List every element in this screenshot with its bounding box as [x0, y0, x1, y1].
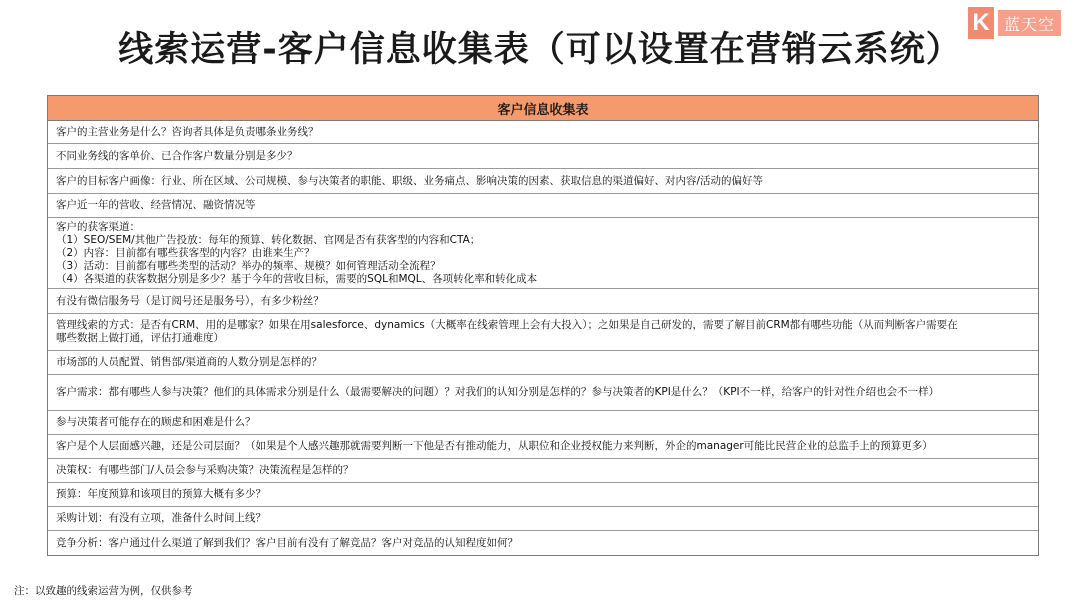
row-text: （1）SEO/SEM/其他广告投放：每年的预算、转化数据、官网是否有获客型的内容和CTA； — [56, 233, 481, 246]
footnote: 注：以致趣的线索运营为例，仅供参考 — [14, 585, 193, 597]
table-header: 客户信息收集表 — [48, 96, 1038, 121]
logo-text: 蓝天空 — [998, 10, 1061, 36]
row-text: 竞争分析：客户通过什么渠道了解到我们？客户目前有没有了解竞品？客户对竞品的认知程度如何？ — [56, 536, 518, 549]
table-row — [48, 218, 1038, 289]
row-text: 预算：年度预算和该项目的预算大概有多少？ — [56, 488, 266, 500]
table-row — [48, 169, 1038, 194]
row-text: 哪些数据上做打通，评估打通难度） — [56, 332, 224, 344]
table-row — [48, 314, 1038, 351]
row-text: 不同业务线的客单价、已合作客户数量分别是多少？ — [56, 149, 298, 162]
row-text: 客户的主营业务是什么？咨询者具体是负责哪条业务线？ — [56, 125, 319, 138]
table-row — [48, 351, 1038, 375]
row-text: 客户是个人层面感兴趣，还是公司层面？（如果是个人感兴趣那就需要判断一下他是否有推动能力，从职位和企业授权能力来判断，外企的manager可能比民营企业的总监手上的预算更多） — [56, 440, 933, 452]
row-text: 市场部的人员配置、销售部/渠道商的人数分别是怎样的？ — [56, 356, 323, 368]
table-row — [48, 435, 1038, 459]
row-text: 采购计划：有没有立项，准备什么时间上线？ — [56, 512, 266, 524]
table-row — [48, 289, 1038, 314]
row-text: 客户近一年的营收、经营情况、融资情况等 — [56, 199, 256, 211]
table-row — [48, 459, 1038, 483]
row-text: （2）内容：目前都有哪些获客型的内容？由谁来生产？ — [56, 246, 315, 259]
table-body — [48, 121, 1038, 555]
row-text: 决策权：有哪些部门/人员会参与采购决策？决策流程是怎样的？ — [56, 464, 354, 476]
page-title: 线索运营-客户信息收集表（可以设置在营销云系统） — [118, 30, 962, 70]
row-text: 有没有微信服务号（是订阅号还是服务号），有多少粉丝？ — [56, 294, 324, 307]
logo-k-icon: K — [968, 7, 994, 39]
row-text: 客户需求：都有哪些人参与决策？他们的具体需求分别是什么（最需要解决的问题）？对我们的认知分别是怎样的？参与决策者的KPI是什么？（KPI不一样，给客户的针对性介绍也会不一样） — [56, 386, 940, 398]
row-text: 客户的获客渠道： — [56, 220, 140, 233]
table-row — [48, 144, 1038, 169]
row-text: 客户的目标客户画像：行业、所在区域、公司规模、参与决策者的职能、职级、业务痛点、影响决策的因素、获取信息的渠道偏好、对内容/活动的偏好等 — [56, 174, 764, 187]
table-row — [48, 507, 1038, 531]
customer-info-table — [47, 95, 1039, 556]
row-text: 参与决策者可能存在的顾虑和困难是什么？ — [56, 416, 256, 428]
brand-logo — [968, 6, 1074, 40]
table-row — [48, 411, 1038, 435]
table-row — [48, 483, 1038, 507]
table-row — [48, 531, 1038, 555]
table-row — [48, 375, 1038, 411]
row-text: （3）活动：目前都有哪些类型的活动？举办的频率、规模？如何管理活动全流程？ — [56, 259, 441, 272]
row-text: 管理线索的方式：是否有CRM、用的是哪家？如果在用salesforce、dynamics（大概率在线索管理上会有大投入）；之如果是自己研发的，需要了解目前CRM都有哪些功能（从而判断客户需要在 — [56, 319, 958, 331]
row-text: （4）各渠道的获客数据分别是多少？基于今年的营收目标，需要的SQL和MQL、各项转化率和转化成本 — [56, 272, 538, 285]
table-row — [48, 121, 1038, 144]
table-row — [48, 194, 1038, 218]
